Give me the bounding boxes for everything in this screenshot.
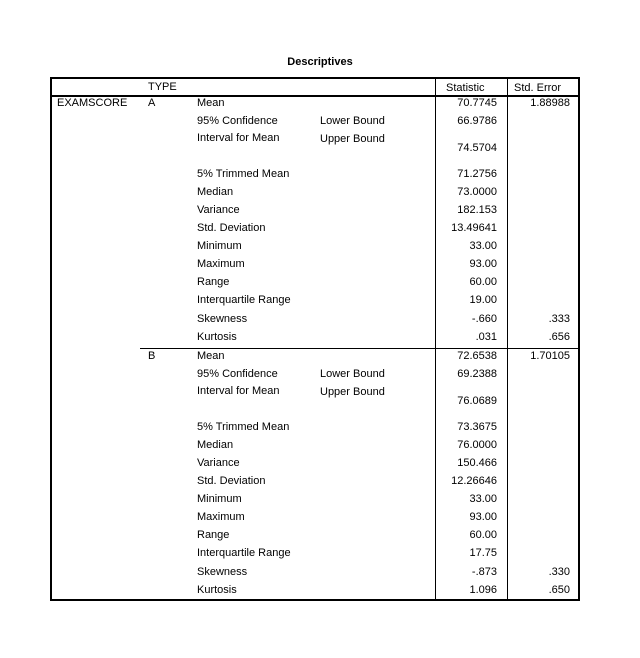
statistic-value: -.660: [471, 313, 497, 325]
statistic-value: 73.3675: [457, 421, 497, 433]
statistic-column-header: Statistic: [446, 82, 485, 94]
statistic-value: 70.7745: [457, 97, 497, 109]
row-label: Std. Deviation: [197, 222, 266, 234]
statistic-value: 76.0689: [457, 395, 497, 407]
variable-label: EXAMSCORE: [57, 97, 128, 109]
statistic-value: -.873: [471, 566, 497, 578]
descriptives-table: [50, 77, 580, 601]
row-label: 95% Confidence: [197, 368, 278, 380]
type-column-header: TYPE: [148, 81, 177, 93]
std-error-value: .330: [548, 566, 570, 578]
row-label: Interval for Mean: [197, 385, 280, 397]
row-sublabel: Upper Bound: [320, 133, 385, 145]
row-label: Maximum: [197, 258, 245, 270]
row-label: Range: [197, 276, 230, 288]
row-label: Kurtosis: [197, 584, 237, 596]
row-label: Median: [197, 186, 234, 198]
statistic-value: 74.5704: [457, 142, 497, 154]
row-label: Minimum: [197, 240, 242, 252]
statistic-value: 60.00: [469, 529, 497, 541]
statistic-value: 69.2388: [457, 368, 497, 380]
statistic-value: 93.00: [469, 511, 497, 523]
std-error-value: 1.70105: [530, 350, 570, 362]
row-label: Kurtosis: [197, 331, 237, 343]
std-error-column-header: Std. Error: [514, 82, 562, 94]
group-separator: [140, 348, 580, 349]
row-label: 5% Trimmed Mean: [197, 421, 290, 433]
table-title: Descriptives: [287, 56, 353, 68]
group-label-b: B: [148, 350, 156, 362]
statistic-value: .031: [475, 331, 497, 343]
statistic-value: 71.2756: [457, 168, 497, 180]
std-error-value: .333: [548, 313, 570, 325]
statistic-value: 182.153: [457, 204, 497, 216]
std-error-column-divider: [507, 77, 508, 601]
statistic-value: 66.9786: [457, 115, 497, 127]
row-label: Interval for Mean: [197, 132, 280, 144]
statistic-value: 17.75: [469, 547, 497, 559]
row-label: Skewness: [197, 566, 248, 578]
std-error-value: .656: [548, 331, 570, 343]
statistic-value: 73.0000: [457, 186, 497, 198]
row-label: Interquartile Range: [197, 294, 291, 306]
statistic-value: 76.0000: [457, 439, 497, 451]
row-label: Variance: [197, 204, 240, 216]
row-label: Skewness: [197, 313, 248, 325]
statistic-value: 150.466: [457, 457, 497, 469]
row-sublabel: Lower Bound: [320, 368, 385, 380]
std-error-value: 1.88988: [530, 97, 570, 109]
row-label: Median: [197, 439, 234, 451]
statistic-value: 13.49641: [451, 222, 497, 234]
statistic-value: 33.00: [469, 240, 497, 252]
row-label: Mean: [197, 350, 225, 362]
statistic-value: 1.096: [469, 584, 497, 596]
row-sublabel: Lower Bound: [320, 115, 385, 127]
group-label-a: A: [148, 97, 156, 109]
statistic-value: 93.00: [469, 258, 497, 270]
row-label: 95% Confidence: [197, 115, 278, 127]
statistic-value: 60.00: [469, 276, 497, 288]
statistic-value: 33.00: [469, 493, 497, 505]
row-label: Interquartile Range: [197, 547, 291, 559]
row-sublabel: Upper Bound: [320, 386, 385, 398]
statistic-value: 72.6538: [457, 350, 497, 362]
row-label: Std. Deviation: [197, 475, 266, 487]
row-label: Minimum: [197, 493, 242, 505]
row-label: Maximum: [197, 511, 245, 523]
row-label: Variance: [197, 457, 240, 469]
header-rule: [50, 95, 580, 97]
row-label: Range: [197, 529, 230, 541]
row-label: Mean: [197, 97, 225, 109]
std-error-value: .650: [548, 584, 570, 596]
statistic-value: 19.00: [469, 294, 497, 306]
row-label: 5% Trimmed Mean: [197, 168, 290, 180]
statistic-column-divider: [435, 77, 436, 601]
statistic-value: 12.26646: [451, 475, 497, 487]
